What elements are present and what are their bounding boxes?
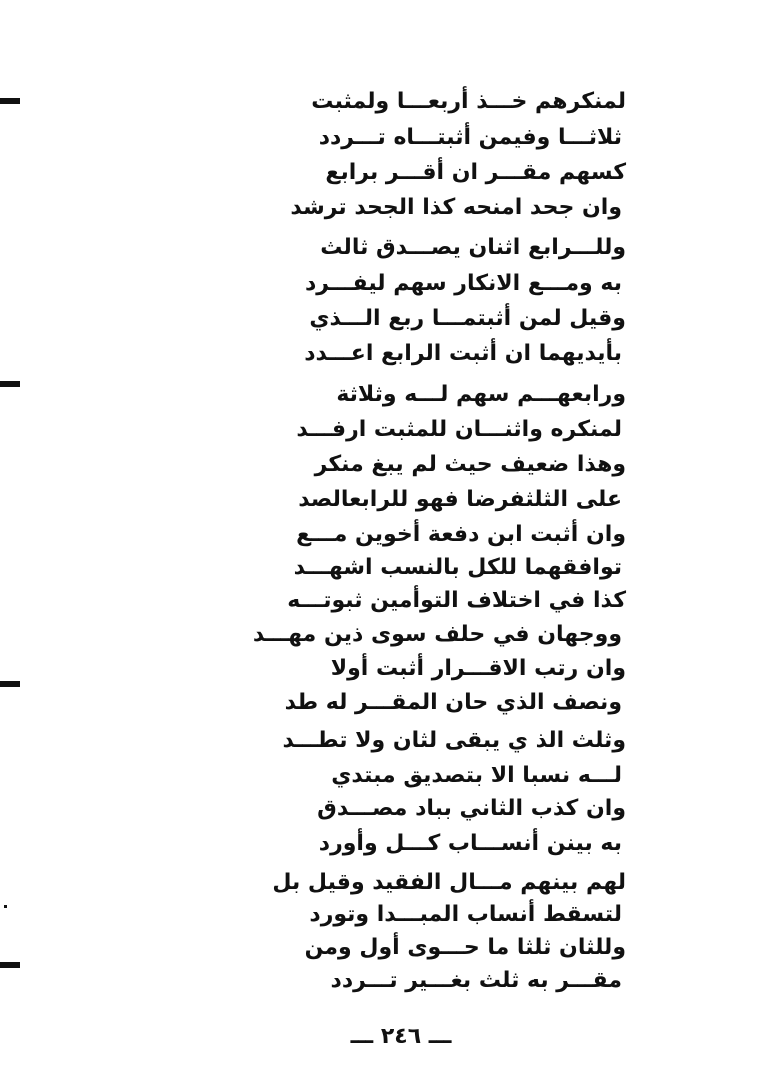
- verse-10-second-hemistich: لـــه نسبا الا بتصديق مبتدي: [331, 763, 622, 788]
- margin-mark: [0, 381, 20, 387]
- verse-6-first-hemistich: وهذا ضعيف حيث لم يبغ منكر: [314, 452, 626, 477]
- verse-4-second-hemistich: بأيديهما ان أثبت الرابع اعـــدد: [304, 341, 622, 366]
- page-number: ـــ ٢٤٦ ـــ: [350, 1024, 452, 1049]
- verse-8-second-hemistich: ووجهان في حلف سوى ذين مهـــد: [252, 622, 622, 647]
- verse-4-first-hemistich: وقيل لمن أثبتمـــا ربع الـــذي: [309, 306, 626, 331]
- margin-dot: [4, 905, 7, 908]
- verse-10-first-hemistich: وثلث الذ ي يبقى لثان ولا تطـــد: [282, 728, 626, 753]
- verse-1-second-hemistich: ثلاثـــا وفيمن أثبتـــاه تـــردد: [318, 125, 622, 150]
- verse-11-second-hemistich: به بينن أنســـاب كـــل وأورد: [318, 831, 622, 856]
- verse-1-first-hemistich: لمنكرهم خـــذ أربعـــا ولمثبت: [311, 89, 626, 114]
- verse-7-first-hemistich: وان أثبت ابن دفعة أخوين مـــع: [296, 522, 626, 547]
- verse-11-first-hemistich: وان كذب الثاني بباد مصـــدق: [317, 796, 626, 821]
- verse-5-first-hemistich: ورابعهـــم سهم لـــه وثلاثة: [336, 382, 626, 407]
- verse-2-first-hemistich: كسهم مقـــر ان أقـــر برابع: [325, 160, 626, 185]
- verse-3-first-hemistich: وللـــرابع اثنان يصـــدق ثالث: [320, 235, 626, 260]
- verse-9-first-hemistich: وان رتب الاقـــرار أثبت أولا: [330, 656, 626, 681]
- margin-mark: [0, 962, 20, 968]
- margin-mark: [0, 98, 20, 104]
- verse-12-second-hemistich: لتسقط أنساب المبـــدا وتورد: [309, 902, 622, 927]
- margin-mark: [0, 681, 20, 687]
- verse-5-second-hemistich: لمنكره واثنـــان للمثبت ارفـــد: [296, 417, 622, 442]
- verse-6-second-hemistich: على الثلثفرضا فهو للرابعالصد: [298, 487, 622, 512]
- verse-2-second-hemistich: وان جحد امنحه كذا الجحد ترشد: [290, 195, 622, 220]
- verse-3-second-hemistich: به ومـــع الانكار سهم ليفـــرد: [304, 271, 622, 296]
- verse-13-first-hemistich: وللثان ثلثا ما حـــوى أول ومن: [304, 935, 626, 960]
- verse-12-first-hemistich: لهم بينهم مـــال الفقيد وقيل بل: [272, 870, 626, 895]
- verse-13-second-hemistich: مقـــر به ثلث بغـــير تـــردد: [330, 968, 622, 993]
- verse-9-second-hemistich: ونصف الذي حان المقـــر له طد: [284, 690, 622, 715]
- verse-8-first-hemistich: كذا في اختلاف التوأمين ثبوتـــه: [287, 588, 626, 613]
- verse-7-second-hemistich: توافقهما للكل بالنسب اشهـــد: [293, 555, 622, 580]
